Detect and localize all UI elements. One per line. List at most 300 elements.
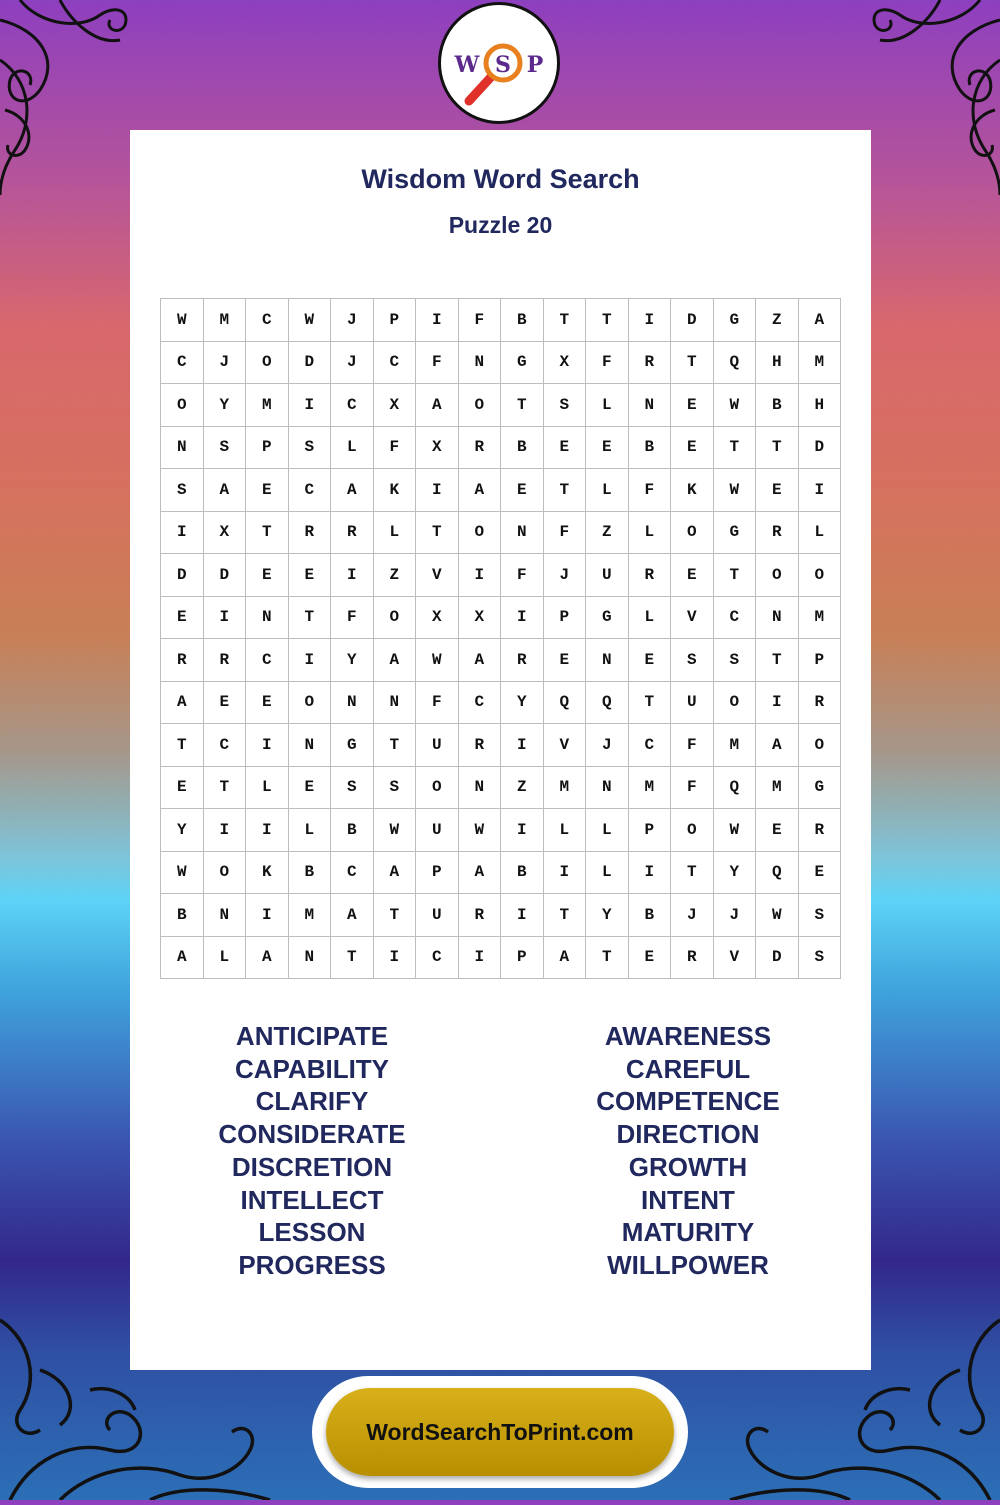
grid-cell[interactable]: T xyxy=(373,894,416,937)
grid-row xyxy=(161,341,841,384)
grid-cell[interactable]: T xyxy=(713,426,756,469)
grid-cell[interactable]: R xyxy=(458,724,501,767)
grid-cell[interactable]: D xyxy=(798,426,841,469)
grid-cell[interactable]: E xyxy=(203,681,246,724)
site-banner xyxy=(312,1376,688,1488)
grid-cell[interactable]: O xyxy=(373,596,416,639)
grid-cell[interactable]: I xyxy=(161,511,204,554)
grid-cell[interactable]: N xyxy=(373,681,416,724)
grid-cell[interactable]: R xyxy=(798,681,841,724)
grid-cell[interactable]: J xyxy=(671,894,714,937)
word-list-right xyxy=(528,1020,848,1282)
grid-row xyxy=(161,809,841,852)
grid-cell[interactable]: F xyxy=(331,596,374,639)
grid-cell[interactable]: L xyxy=(543,809,586,852)
grid-cell[interactable]: O xyxy=(756,554,799,597)
grid-cell[interactable]: T xyxy=(161,724,204,767)
grid-cell[interactable]: N xyxy=(288,936,331,979)
grid-cell[interactable]: R xyxy=(203,639,246,682)
grid-cell[interactable]: Y xyxy=(713,851,756,894)
grid-cell[interactable]: W xyxy=(161,851,204,894)
grid-cell[interactable]: W xyxy=(713,809,756,852)
grid-cell[interactable]: L xyxy=(288,809,331,852)
grid-cell[interactable]: C xyxy=(246,299,289,342)
grid-cell[interactable]: T xyxy=(501,384,544,427)
grid-cell[interactable]: W xyxy=(416,639,459,682)
grid-cell[interactable]: R xyxy=(628,341,671,384)
grid-cell[interactable]: C xyxy=(161,341,204,384)
grid-cell[interactable]: I xyxy=(203,809,246,852)
grid-cell[interactable]: D xyxy=(203,554,246,597)
grid-cell[interactable]: M xyxy=(756,766,799,809)
grid-cell[interactable]: F xyxy=(628,469,671,512)
grid-cell[interactable]: E xyxy=(628,639,671,682)
grid-cell[interactable]: H xyxy=(756,341,799,384)
grid-cell[interactable]: Q xyxy=(586,681,629,724)
grid-cell[interactable]: T xyxy=(416,511,459,554)
grid-cell[interactable]: T xyxy=(246,511,289,554)
grid-cell[interactable]: E xyxy=(543,639,586,682)
grid-cell[interactable]: I xyxy=(246,809,289,852)
grid-cell[interactable]: Q xyxy=(756,851,799,894)
grid-cell[interactable]: I xyxy=(501,596,544,639)
site-url: WordSearchToPrint.com xyxy=(366,1418,634,1445)
grid-cell[interactable]: F xyxy=(501,554,544,597)
grid-cell[interactable]: I xyxy=(501,809,544,852)
grid-cell[interactable]: P xyxy=(373,299,416,342)
grid-row xyxy=(161,766,841,809)
grid-cell[interactable]: A xyxy=(416,384,459,427)
grid-cell[interactable]: C xyxy=(458,681,501,724)
grid-cell[interactable]: F xyxy=(416,341,459,384)
grid-cell[interactable]: E xyxy=(628,936,671,979)
grid-cell[interactable]: N xyxy=(161,426,204,469)
grid-cell[interactable]: L xyxy=(246,766,289,809)
grid-row xyxy=(161,384,841,427)
grid-cell[interactable]: Q xyxy=(713,341,756,384)
grid-cell[interactable]: X xyxy=(543,341,586,384)
grid-cell[interactable]: C xyxy=(331,384,374,427)
grid-cell[interactable]: S xyxy=(798,894,841,937)
grid-cell[interactable]: T xyxy=(288,596,331,639)
grid-cell[interactable]: L xyxy=(628,511,671,554)
grid-cell[interactable]: L xyxy=(373,511,416,554)
grid-cell[interactable]: S xyxy=(288,426,331,469)
grid-cell[interactable]: B xyxy=(501,426,544,469)
grid-cell[interactable]: I xyxy=(246,894,289,937)
word-list-item: INTENT xyxy=(641,1184,735,1215)
grid-cell[interactable]: E xyxy=(671,384,714,427)
grid-row xyxy=(161,469,841,512)
grid-cell[interactable]: E xyxy=(798,851,841,894)
grid-cell[interactable]: S xyxy=(203,426,246,469)
grid-row xyxy=(161,511,841,554)
word-list-item: GROWTH xyxy=(628,1151,748,1182)
grid-cell[interactable]: R xyxy=(458,426,501,469)
grid-cell[interactable]: O xyxy=(203,851,246,894)
grid-cell[interactable]: A xyxy=(161,681,204,724)
grid-cell[interactable]: D xyxy=(671,299,714,342)
grid-cell[interactable]: T xyxy=(543,469,586,512)
grid-row xyxy=(161,554,841,597)
grid-cell[interactable]: C xyxy=(416,936,459,979)
grid-cell[interactable]: A xyxy=(246,936,289,979)
word-list-item: MATURITY xyxy=(621,1217,755,1248)
grid-cell[interactable]: L xyxy=(331,426,374,469)
grid-cell[interactable]: J xyxy=(331,299,374,342)
grid-cell[interactable]: W xyxy=(458,809,501,852)
grid-cell[interactable]: C xyxy=(203,724,246,767)
grid-cell[interactable]: S xyxy=(543,384,586,427)
grid-cell[interactable]: S xyxy=(331,766,374,809)
grid-cell[interactable]: P xyxy=(416,851,459,894)
grid-cell[interactable]: G xyxy=(798,766,841,809)
grid-cell[interactable]: K xyxy=(671,469,714,512)
word-list-left xyxy=(152,1020,472,1282)
grid-row xyxy=(161,639,841,682)
grid-cell[interactable]: V xyxy=(713,936,756,979)
grid-cell[interactable]: X xyxy=(458,596,501,639)
grid-cell[interactable]: S xyxy=(161,469,204,512)
grid-cell[interactable]: E xyxy=(246,554,289,597)
word-list-item: CAREFUL xyxy=(625,1053,751,1084)
grid-cell[interactable]: G xyxy=(331,724,374,767)
grid-cell[interactable]: O xyxy=(458,384,501,427)
grid-cell[interactable]: T xyxy=(671,341,714,384)
grid-cell[interactable]: I xyxy=(416,469,459,512)
grid-cell[interactable]: T xyxy=(543,299,586,342)
grid-cell[interactable]: T xyxy=(543,894,586,937)
grid-cell[interactable]: D xyxy=(161,554,204,597)
grid-cell[interactable]: B xyxy=(628,426,671,469)
grid-cell[interactable]: Z xyxy=(756,299,799,342)
grid-cell[interactable]: Q xyxy=(543,681,586,724)
grid-cell[interactable]: N xyxy=(586,766,629,809)
grid-cell[interactable]: L xyxy=(798,511,841,554)
grid-cell[interactable]: Y xyxy=(501,681,544,724)
grid-cell[interactable]: B xyxy=(628,894,671,937)
grid-cell[interactable]: I xyxy=(203,596,246,639)
grid-cell[interactable]: R xyxy=(288,511,331,554)
word-list-item: DIRECTION xyxy=(616,1119,760,1150)
grid-cell[interactable]: M xyxy=(543,766,586,809)
grid-cell[interactable]: R xyxy=(628,554,671,597)
grid-cell[interactable]: I xyxy=(288,384,331,427)
grid-cell[interactable]: C xyxy=(713,596,756,639)
grid-cell[interactable]: P xyxy=(501,936,544,979)
grid-cell[interactable]: N xyxy=(501,511,544,554)
grid-cell[interactable]: J xyxy=(543,554,586,597)
grid-cell[interactable]: L xyxy=(586,809,629,852)
grid-cell[interactable]: V xyxy=(416,554,459,597)
grid-cell[interactable]: L xyxy=(586,851,629,894)
site-link-button[interactable] xyxy=(326,1388,674,1476)
grid-cell[interactable]: P xyxy=(543,596,586,639)
grid-cell[interactable]: M xyxy=(628,766,671,809)
grid-cell[interactable]: Z xyxy=(501,766,544,809)
grid-cell[interactable]: O xyxy=(798,554,841,597)
grid-cell[interactable]: I xyxy=(628,851,671,894)
grid-cell[interactable]: N xyxy=(331,681,374,724)
grid-row xyxy=(161,681,841,724)
grid-cell[interactable]: I xyxy=(458,936,501,979)
grid-cell[interactable]: Q xyxy=(713,766,756,809)
grid-cell[interactable]: R xyxy=(458,894,501,937)
grid-cell[interactable]: W xyxy=(373,809,416,852)
grid-cell[interactable]: T xyxy=(203,766,246,809)
grid-cell[interactable]: Y xyxy=(203,384,246,427)
grid-cell[interactable]: A xyxy=(458,639,501,682)
grid-row xyxy=(161,936,841,979)
grid-cell[interactable]: E xyxy=(288,554,331,597)
grid-cell[interactable]: I xyxy=(501,724,544,767)
ornament-corner-top-left-icon xyxy=(0,0,150,200)
grid-cell[interactable]: E xyxy=(543,426,586,469)
grid-cell[interactable]: E xyxy=(246,469,289,512)
grid-cell[interactable]: M xyxy=(713,724,756,767)
grid-cell[interactable]: W xyxy=(161,299,204,342)
grid-cell[interactable]: E xyxy=(161,766,204,809)
grid-cell[interactable]: N xyxy=(628,384,671,427)
grid-cell[interactable]: P xyxy=(628,809,671,852)
grid-cell[interactable]: E xyxy=(288,766,331,809)
grid-cell[interactable]: R xyxy=(331,511,374,554)
grid-cell[interactable]: Y xyxy=(586,894,629,937)
grid-cell[interactable]: G xyxy=(713,299,756,342)
word-list-item: DISCRETION xyxy=(231,1151,393,1182)
grid-cell[interactable]: A xyxy=(756,724,799,767)
grid-row xyxy=(161,299,841,342)
word-list-item: INTELLECT xyxy=(240,1184,384,1215)
grid-cell[interactable]: U xyxy=(416,894,459,937)
grid-cell[interactable]: G xyxy=(713,511,756,554)
grid-cell[interactable]: F xyxy=(416,681,459,724)
grid-cell[interactable]: E xyxy=(501,469,544,512)
grid-cell[interactable]: F xyxy=(458,299,501,342)
grid-cell[interactable]: K xyxy=(373,469,416,512)
grid-cell[interactable]: M xyxy=(246,384,289,427)
grid-cell[interactable]: E xyxy=(756,809,799,852)
grid-cell[interactable]: L xyxy=(203,936,246,979)
grid-cell[interactable]: A xyxy=(373,851,416,894)
grid-cell[interactable]: T xyxy=(586,936,629,979)
grid-cell[interactable]: A xyxy=(798,299,841,342)
grid-cell[interactable]: E xyxy=(161,596,204,639)
grid-cell[interactable]: P xyxy=(798,639,841,682)
grid-cell[interactable]: G xyxy=(501,341,544,384)
grid-cell[interactable]: C xyxy=(331,851,374,894)
logo-letter-s: S xyxy=(495,52,511,78)
grid-cell[interactable]: W xyxy=(288,299,331,342)
grid-cell[interactable]: X xyxy=(416,596,459,639)
grid-cell[interactable]: X xyxy=(373,384,416,427)
grid-cell[interactable]: Y xyxy=(161,809,204,852)
grid-cell[interactable]: X xyxy=(203,511,246,554)
grid-cell[interactable]: M xyxy=(288,894,331,937)
word-list-item: LESSON xyxy=(258,1217,366,1248)
grid-cell[interactable]: R xyxy=(756,511,799,554)
grid-cell[interactable]: W xyxy=(713,384,756,427)
grid-cell[interactable]: A xyxy=(331,469,374,512)
grid-cell[interactable]: T xyxy=(756,639,799,682)
grid-cell[interactable]: F xyxy=(671,766,714,809)
grid-cell[interactable]: R xyxy=(161,639,204,682)
grid-cell[interactable]: Y xyxy=(331,639,374,682)
grid-cell[interactable]: T xyxy=(756,426,799,469)
grid-cell[interactable]: U xyxy=(671,681,714,724)
grid-cell[interactable]: A xyxy=(458,851,501,894)
grid-row xyxy=(161,426,841,469)
grid-cell[interactable]: V xyxy=(543,724,586,767)
grid-cell[interactable]: J xyxy=(713,894,756,937)
grid-cell[interactable]: V xyxy=(671,596,714,639)
grid-cell[interactable]: F xyxy=(543,511,586,554)
grid-cell[interactable]: S xyxy=(713,639,756,682)
grid-cell[interactable]: N xyxy=(586,639,629,682)
grid-cell[interactable]: N xyxy=(756,596,799,639)
grid-cell[interactable]: X xyxy=(416,426,459,469)
grid-cell[interactable]: M xyxy=(203,299,246,342)
grid-cell[interactable]: R xyxy=(798,809,841,852)
grid-cell[interactable]: H xyxy=(798,384,841,427)
grid-cell[interactable]: J xyxy=(586,724,629,767)
grid-cell[interactable]: I xyxy=(543,851,586,894)
grid-cell[interactable]: I xyxy=(288,639,331,682)
grid-cell[interactable]: O xyxy=(798,724,841,767)
grid-cell[interactable]: F xyxy=(671,724,714,767)
grid-cell[interactable]: I xyxy=(501,894,544,937)
grid-cell[interactable]: G xyxy=(586,596,629,639)
grid-cell[interactable]: L xyxy=(628,596,671,639)
word-list-item: CAPABILITY xyxy=(234,1053,390,1084)
word-list-item: ANTICIPATE xyxy=(235,1021,389,1051)
grid-cell[interactable]: T xyxy=(373,724,416,767)
grid-cell[interactable]: I xyxy=(798,469,841,512)
grid-cell[interactable]: W xyxy=(756,894,799,937)
grid-cell[interactable]: K xyxy=(246,851,289,894)
word-list-item: CONSIDERATE xyxy=(218,1119,406,1150)
grid-cell[interactable]: A xyxy=(331,894,374,937)
grid-cell[interactable]: S xyxy=(671,639,714,682)
word-list-item: AWARENESS xyxy=(604,1021,772,1051)
grid-cell[interactable]: N xyxy=(203,894,246,937)
grid-cell[interactable]: E xyxy=(671,426,714,469)
logo[interactable] xyxy=(438,2,560,124)
grid-cell[interactable]: U xyxy=(586,554,629,597)
logo-letter-w: W xyxy=(454,52,480,78)
grid-cell[interactable]: R xyxy=(671,936,714,979)
grid-cell[interactable]: J xyxy=(331,341,374,384)
grid-cell[interactable]: O xyxy=(246,341,289,384)
grid-cell[interactable]: I xyxy=(331,554,374,597)
grid-cell[interactable]: A xyxy=(203,469,246,512)
word-list-item: PROGRESS xyxy=(238,1249,386,1280)
puzzle-sheet xyxy=(130,130,871,1370)
grid-cell[interactable]: O xyxy=(671,511,714,554)
grid-cell[interactable]: O xyxy=(288,681,331,724)
logo-letter-p: P xyxy=(526,52,544,78)
grid-cell[interactable]: T xyxy=(628,681,671,724)
grid-cell[interactable]: A xyxy=(543,936,586,979)
grid-cell[interactable]: O xyxy=(671,809,714,852)
grid-cell[interactable]: C xyxy=(246,639,289,682)
grid-cell[interactable]: O xyxy=(416,766,459,809)
grid-row xyxy=(161,724,841,767)
grid-cell[interactable]: Z xyxy=(373,554,416,597)
grid-cell[interactable]: T xyxy=(586,299,629,342)
grid-cell[interactable]: F xyxy=(373,426,416,469)
grid-cell[interactable]: A xyxy=(373,639,416,682)
ornament-corner-top-right-icon xyxy=(850,0,1000,200)
grid-cell[interactable]: C xyxy=(373,341,416,384)
grid-cell[interactable]: O xyxy=(161,384,204,427)
grid-cell[interactable]: U xyxy=(416,724,459,767)
grid-cell[interactable]: Z xyxy=(586,511,629,554)
grid-cell[interactable]: M xyxy=(798,596,841,639)
grid-cell[interactable]: N xyxy=(458,341,501,384)
grid-cell[interactable]: T xyxy=(713,554,756,597)
grid-cell[interactable]: B xyxy=(288,851,331,894)
grid-cell[interactable]: N xyxy=(288,724,331,767)
grid-cell[interactable]: I xyxy=(373,936,416,979)
grid-cell[interactable]: E xyxy=(586,426,629,469)
grid-cell[interactable]: E xyxy=(671,554,714,597)
grid-cell[interactable]: B xyxy=(161,894,204,937)
grid-row xyxy=(161,894,841,937)
grid-cell[interactable]: C xyxy=(628,724,671,767)
grid-cell[interactable]: E xyxy=(756,469,799,512)
grid-cell[interactable]: O xyxy=(713,681,756,724)
grid-cell[interactable]: L xyxy=(586,384,629,427)
grid-row xyxy=(161,596,841,639)
grid-cell[interactable]: O xyxy=(458,511,501,554)
grid-cell[interactable]: A xyxy=(161,936,204,979)
grid-cell[interactable]: J xyxy=(203,341,246,384)
grid-cell[interactable]: I xyxy=(416,299,459,342)
grid-cell[interactable]: A xyxy=(458,469,501,512)
grid-cell[interactable]: P xyxy=(246,426,289,469)
grid-cell[interactable]: T xyxy=(671,851,714,894)
grid-cell[interactable]: I xyxy=(628,299,671,342)
grid-cell[interactable]: U xyxy=(416,809,459,852)
grid-cell[interactable]: B xyxy=(756,384,799,427)
grid-cell[interactable]: D xyxy=(756,936,799,979)
word-list-item: CLARIFY xyxy=(255,1086,369,1117)
grid-cell[interactable]: D xyxy=(288,341,331,384)
grid-cell[interactable]: S xyxy=(798,936,841,979)
grid-cell[interactable]: F xyxy=(586,341,629,384)
grid-cell[interactable]: R xyxy=(501,639,544,682)
grid-cell[interactable]: T xyxy=(331,936,374,979)
grid-cell[interactable]: L xyxy=(586,469,629,512)
grid-cell[interactable]: M xyxy=(798,341,841,384)
grid-cell[interactable]: C xyxy=(288,469,331,512)
grid-cell[interactable]: N xyxy=(458,766,501,809)
grid-cell[interactable]: N xyxy=(246,596,289,639)
grid-cell[interactable]: I xyxy=(246,724,289,767)
grid-cell[interactable]: B xyxy=(501,851,544,894)
word-list-item: COMPETENCE xyxy=(596,1086,780,1117)
puzzle-number: Puzzle 20 xyxy=(448,212,553,238)
grid-cell[interactable]: B xyxy=(501,299,544,342)
grid-cell[interactable]: S xyxy=(373,766,416,809)
grid-cell[interactable]: I xyxy=(458,554,501,597)
grid-cell[interactable]: I xyxy=(756,681,799,724)
grid-cell[interactable]: B xyxy=(331,809,374,852)
grid-cell[interactable]: W xyxy=(713,469,756,512)
letter-grid xyxy=(160,298,841,979)
grid-cell[interactable]: E xyxy=(246,681,289,724)
